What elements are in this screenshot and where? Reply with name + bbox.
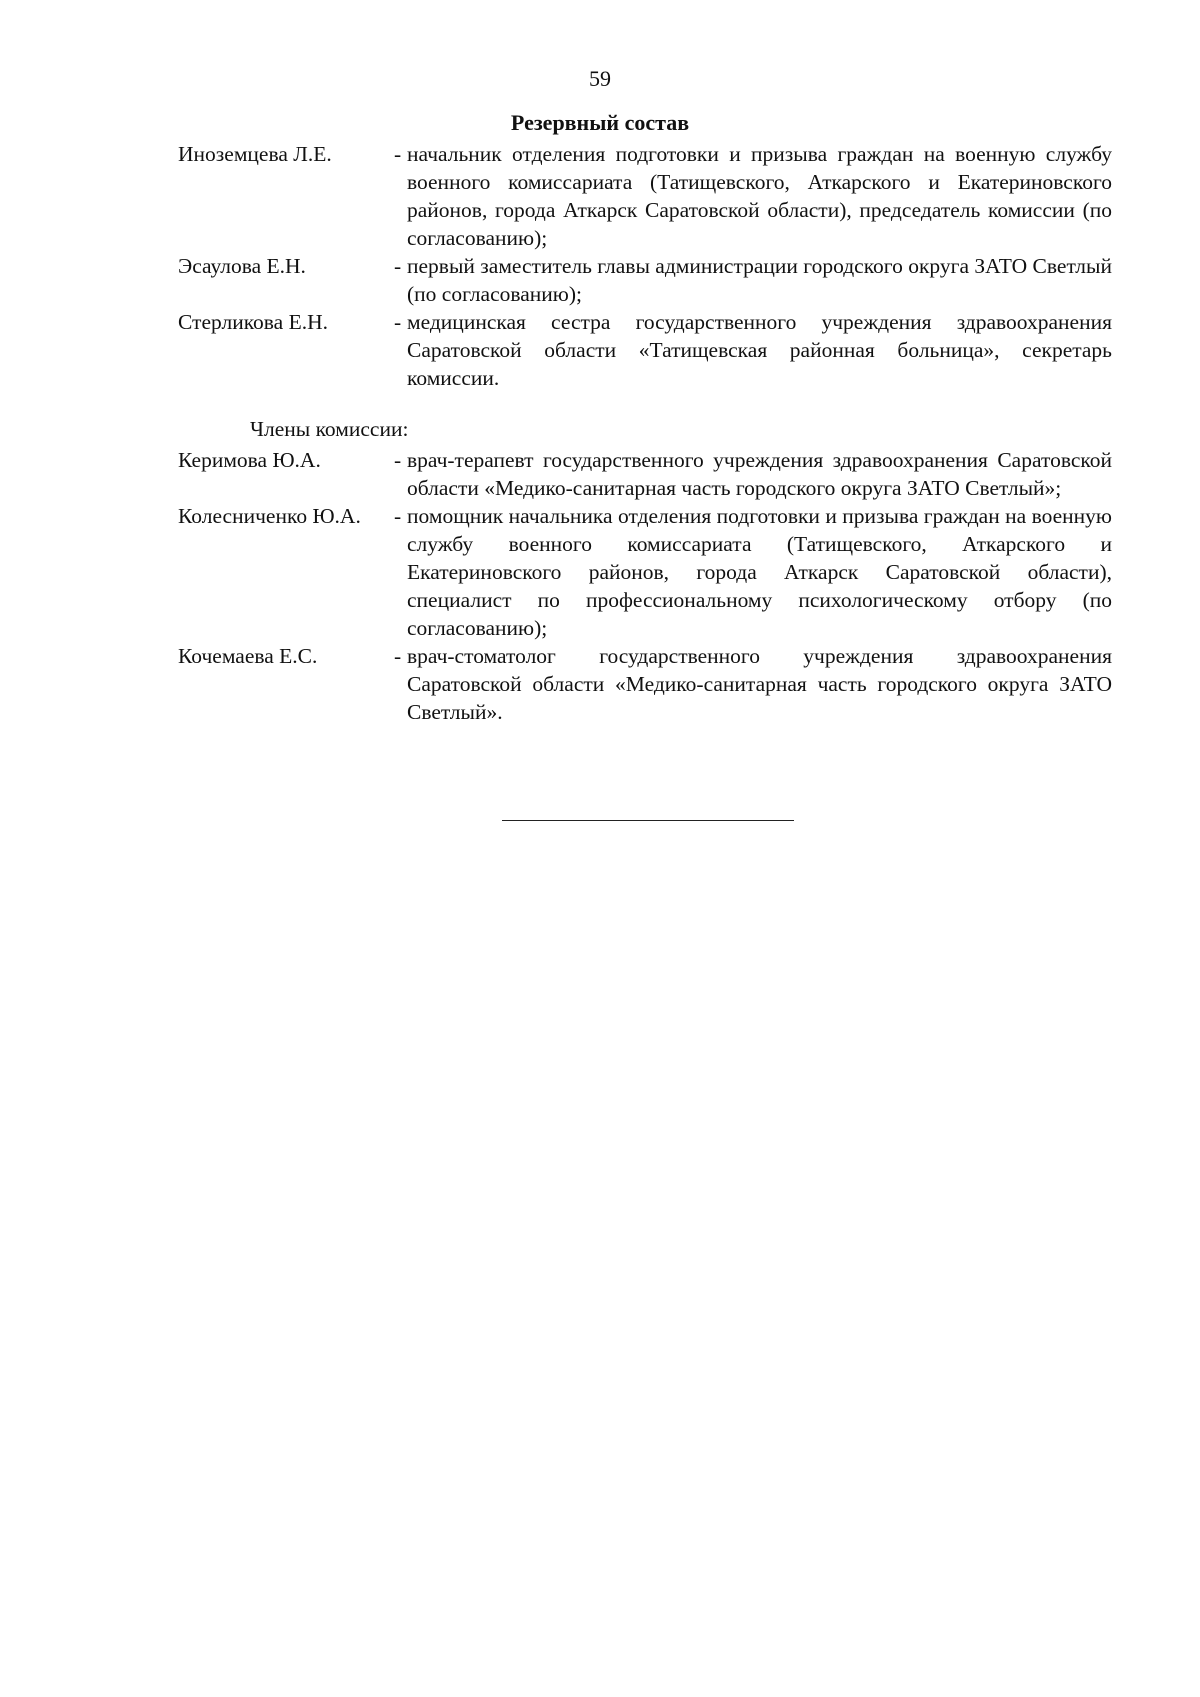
members-list [178, 446, 1112, 726]
entry-dash: - [394, 310, 402, 334]
member-entry [178, 446, 1112, 502]
member-role: медицинская сестра государственного учреждения здравоохранения Саратовской области «Татищевская районная больница», секретарь комиссии. [407, 310, 1112, 390]
closing-divider [502, 820, 794, 821]
members-heading: Члены комиссии: [250, 417, 409, 441]
member-name: Керимова Ю.А. [178, 448, 321, 472]
reserve-entry [178, 140, 1112, 252]
member-name: Иноземцева Л.Е. [178, 142, 332, 166]
member-name: Эсаулова Е.Н. [178, 254, 306, 278]
member-name: Стерликова Е.Н. [178, 310, 328, 334]
member-name: Колесниченко Ю.А. [178, 504, 361, 528]
page-number: 59 [589, 66, 611, 91]
member-entry [178, 642, 1112, 726]
member-role: начальник отделения подготовки и призыва граждан на военную службу военного комиссариата (Татищевского, Аткарского и Екатериновского районов, города Аткарск Саратовской области), председатель комиссии (по согласованию); [407, 142, 1112, 250]
reserve-entry [178, 252, 1112, 308]
section-title: Резервный состав [510, 110, 690, 135]
entry-dash: - [394, 644, 402, 668]
member-entry [178, 502, 1112, 642]
member-role: первый заместитель главы администрации городского округа ЗАТО Светлый (по согласованию); [407, 254, 1112, 306]
member-role: врач-стоматолог государственного учреждения здравоохранения Саратовской области «Медико-санитарная часть городского округа ЗАТО Светлый». [407, 644, 1112, 724]
reserve-list [178, 140, 1112, 392]
entry-dash: - [394, 504, 402, 528]
member-name: Кочемаева Е.С. [178, 644, 318, 668]
entry-dash: - [394, 142, 402, 166]
member-role: врач-терапевт государственного учреждения здравоохранения Саратовской области «Медико-санитарная часть городского округа ЗАТО Светлый»; [407, 448, 1112, 500]
reserve-entry [178, 308, 1112, 392]
member-role: помощник начальника отделения подготовки и призыва граждан на военную службу военного комиссариата (Татищевского, Аткарского и Екатериновского районов, города Аткарск Саратовской области), специалист по профессиональному психологическому отбору (по согласованию); [407, 504, 1112, 640]
entry-dash: - [394, 448, 402, 472]
entry-dash: - [394, 254, 402, 278]
